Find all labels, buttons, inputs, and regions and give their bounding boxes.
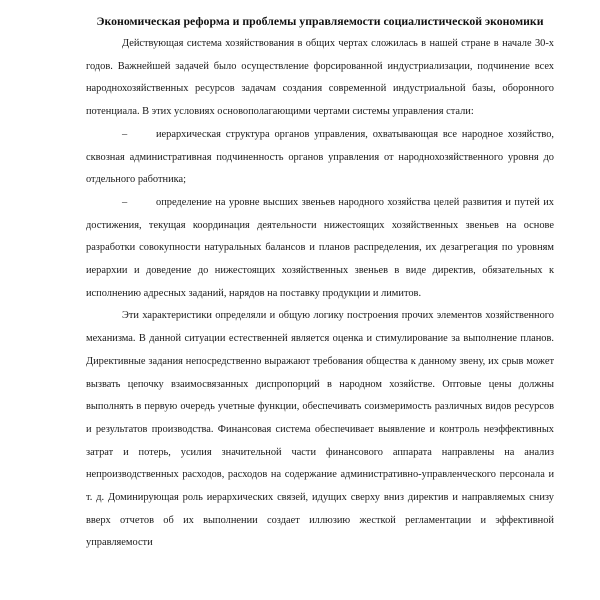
intro-paragraph: Действующая система хозяйствования в общих чертах сложилась в нашей стране в начале 30-х годов. Важнейшей задачей было осуществление форсированной индустриализации, подчинение всех народнохозяйственных ресурсов задачам создания современной индустриальной базы, оборонного потенциала. В этих условиях основополагающими чертами системы управления стали:	[86, 38, 554, 118]
closing-paragraph: Эти характеристики определяли и общую логику построения прочих элементов хозяйственного механизма. В данной ситуации естественней является оценка и стимулирование за выполнение планов. Директивные задания непосредственно выражают требования общества к данному звену, их срыв может вызвать цепочку взаимосвязанных диспропорций в народном хозяйстве. Оптовые цены должны выполнять в первую очередь учетные функции, обеспечивать соизмеримость различных видов ресурсов и результатов производства. Финансовая система обеспечивает выявление и контроль неэффективных затрат и потерь, усилия значительной части финансового аппарата направлены на анализ непроизводственных расходов, расходов на содержание административно-управленческого персонала и т. д. Доминирующая роль иерархических связей, идущих сверху вниз директив и направляемых снизу вверх отчетов об их выполнении создает иллюзию жесткой регламентации и эффективной управляемости	[86, 310, 554, 549]
list-item-text: определение на уровне высших звеньев народного хозяйства целей развития и путей их достижения, текущая координация деятельности нижестоящих хозяйственных звеньев на основе разработки совокупности натуральных балансов и планов распределения, их дезагрегация по уровням иерархии и доведение до нижестоящих хозяйственных звеньев в виде директив, обязательных к исполнению адресных заданий, нарядов на поставку продукции и лимитов.	[86, 196, 554, 299]
list-marker: –	[122, 196, 128, 208]
list-item-text: иерархическая структура органов управления, охватывающая все народное хозяйство, сквозная административная подчиненность органов управления от народнохозяйственного уровня до отдельного работника;	[86, 128, 554, 186]
document-title: Экономическая реформа и проблемы управляемости социалистической экономики	[96, 14, 544, 28]
list-item	[86, 192, 554, 306]
document-page	[86, 10, 554, 555]
list-item	[86, 124, 554, 192]
list-marker: –	[122, 128, 128, 140]
